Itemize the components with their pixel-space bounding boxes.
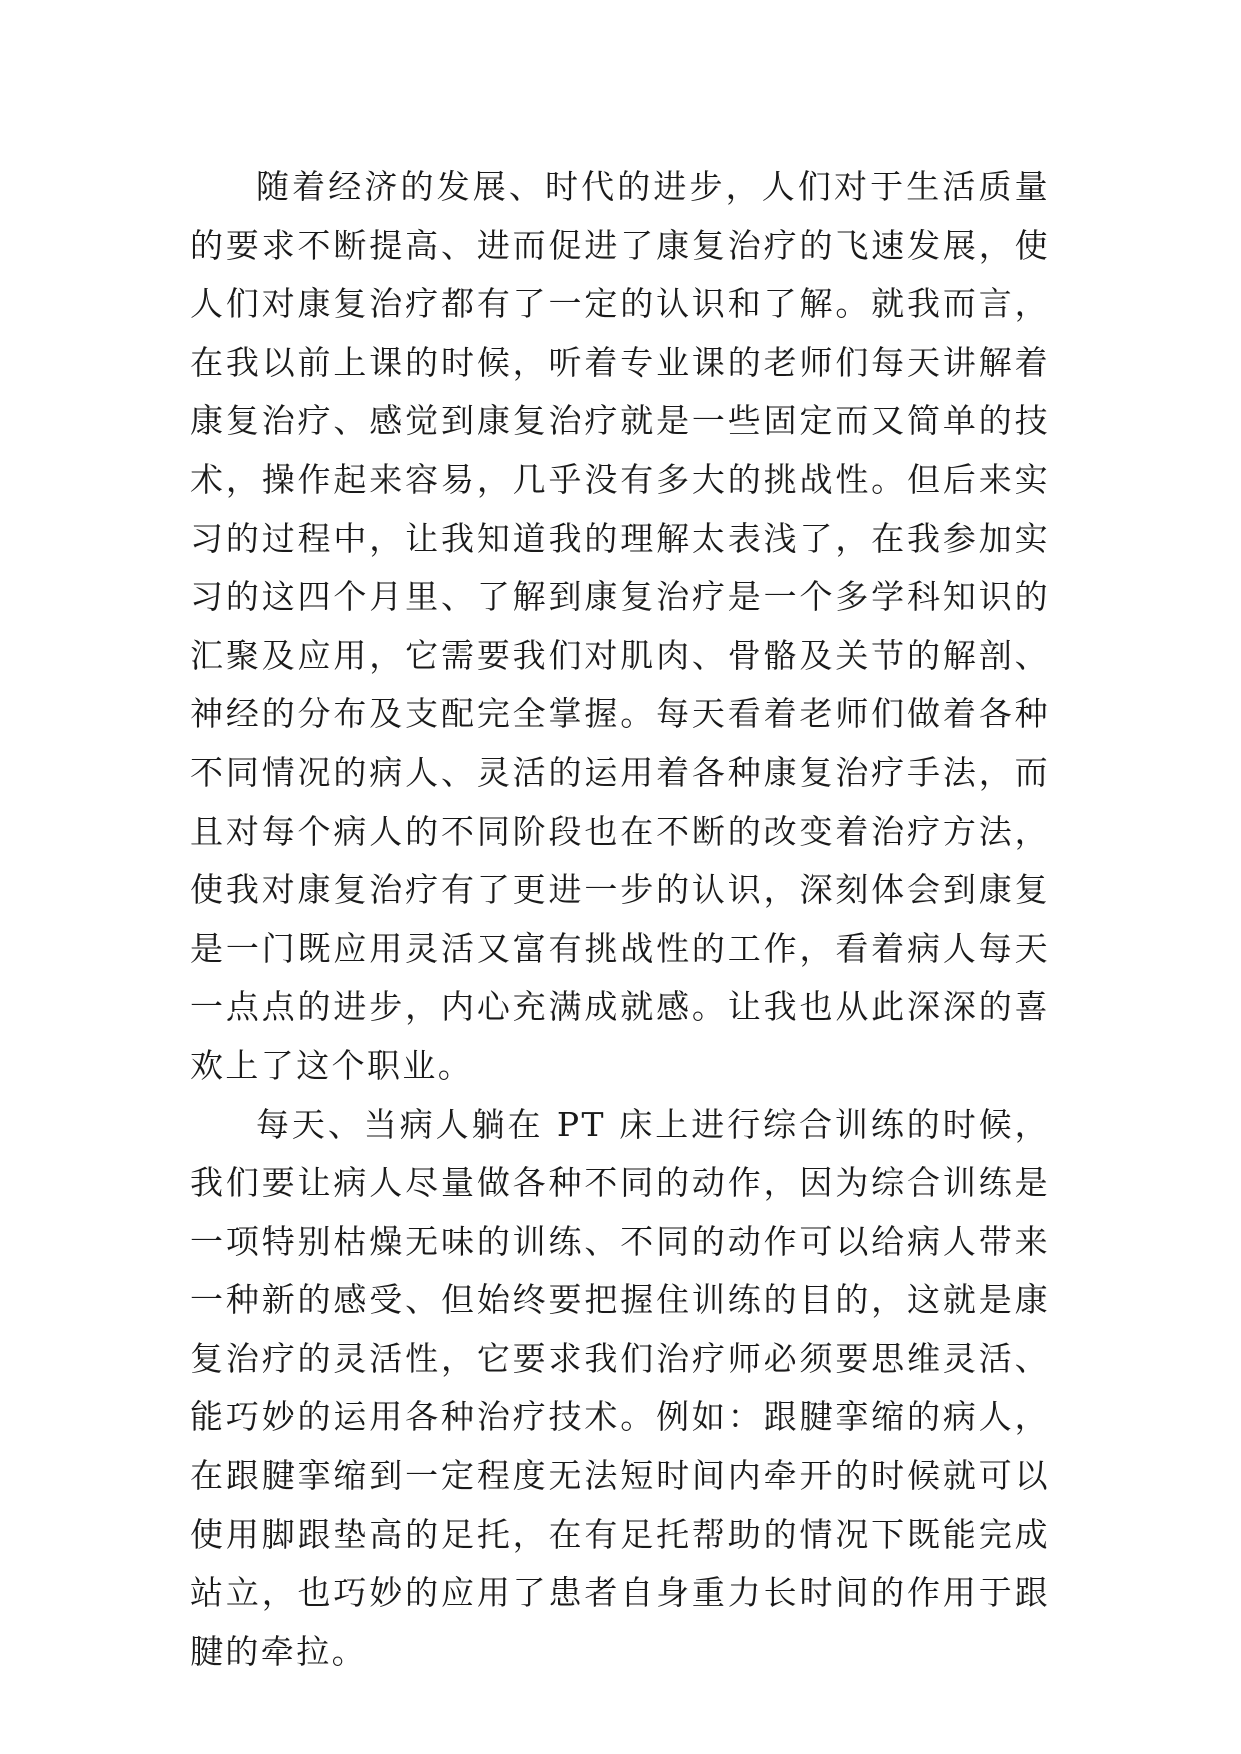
paragraph-2: 每天、当病人躺在 PT 床上进行综合训练的时候，我们要让病人尽量做各种不同的动作，因为综合训练是一项特别枯燥无味的训练、不同的动作可以给病人带来一种新的感受、但始终要把握住训练的目的，这就是康复治疗的灵活性，它要求我们治疗师必须要思维灵活、能巧妙的运用各种治疗技术。例如：跟腱挛缩的病人，在跟腱挛缩到一定程度无法短时间内牵开的时候就可以使用脚跟垫高的足托，在有足托帮助的情况下既能完成站立，也巧妙的应用了患者自身重力长时间的作用于跟腱的牵拉。 (190, 1104, 1050, 1671)
body-text (190, 158, 1050, 1681)
paragraph-1: 随着经济的发展、时代的进步，人们对于生活质量的要求不断提高、进而促进了康复治疗的飞速发展，使人们对康复治疗都有了一定的认识和了解。就我而言，在我以前上课的时候，听着专业课的老师们每天讲解着康复治疗、感觉到康复治疗就是一些固定而又简单的技术，操作起来容易，几乎没有多大的挑战性。但后来实习的过程中，让我知道我的理解太表浅了，在我参加实习的这四个月里、了解到康复治疗是一个多学科知识的汇聚及应用，它需要我们对肌肉、骨骼及关节的解剖、神经的分布及支配完全掌握。每天看着老师们做着各种不同情况的病人、灵活的运用着各种康复治疗手法，而且对每个病人的不同阶段也在不断的改变着治疗方法，使我对康复治疗有了更进一步的认识，深刻体会到康复是一门既应用灵活又富有挑战性的工作，看着病人每天一点点的进步，内心充满成就感。让我也从此深深的喜欢上了这个职业。 (190, 167, 1050, 1085)
